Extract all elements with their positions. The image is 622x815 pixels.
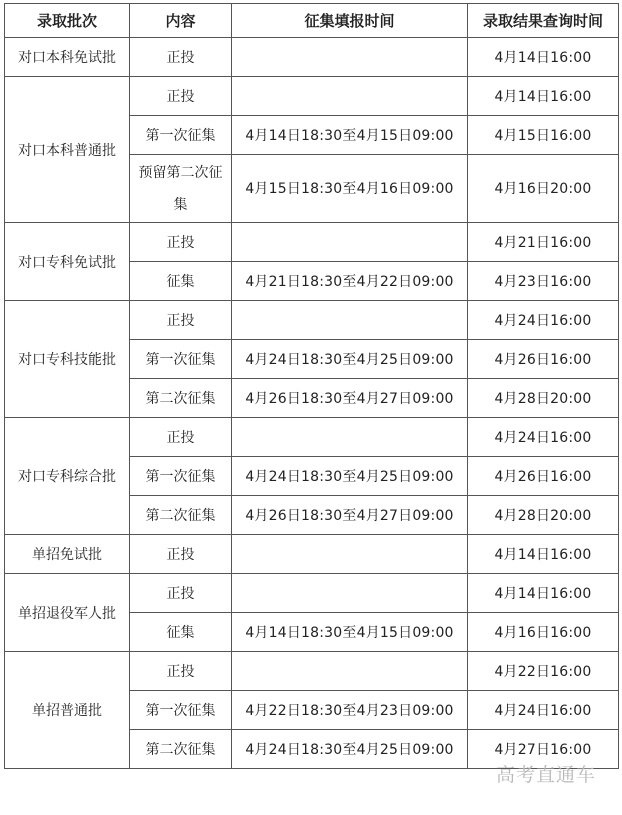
content-cell: 正投 [130, 223, 232, 262]
query-time-cell: 4月28日20:00 [468, 379, 619, 418]
query-time-cell: 4月27日16:00 [468, 730, 619, 769]
fill-time-cell [232, 652, 468, 691]
fill-time-cell: 4月14日18:30至4月15日09:00 [232, 116, 468, 155]
query-time-cell: 4月26日16:00 [468, 340, 619, 379]
header-row [5, 4, 619, 38]
batch-cell: 单招退役军人批 [5, 574, 130, 652]
table-row [5, 574, 619, 613]
fill-time-cell: 4月15日18:30至4月16日09:00 [232, 155, 468, 223]
query-time-cell: 4月22日16:00 [468, 652, 619, 691]
header-content: 内容 [130, 4, 232, 38]
fill-time-cell: 4月24日18:30至4月25日09:00 [232, 730, 468, 769]
fill-time-cell [232, 574, 468, 613]
table-row [5, 535, 619, 574]
content-cell: 第二次征集 [130, 496, 232, 535]
admission-schedule-table [4, 3, 619, 769]
table-row [5, 38, 619, 77]
content-cell: 第一次征集 [130, 691, 232, 730]
content-cell: 正投 [130, 418, 232, 457]
content-cell: 正投 [130, 38, 232, 77]
content-cell: 正投 [130, 574, 232, 613]
fill-time-cell: 4月14日18:30至4月15日09:00 [232, 613, 468, 652]
content-cell: 第一次征集 [130, 457, 232, 496]
content-cell: 第一次征集 [130, 116, 232, 155]
query-time-cell: 4月14日16:00 [468, 574, 619, 613]
content-cell: 第二次征集 [130, 730, 232, 769]
content-cell: 正投 [130, 652, 232, 691]
query-time-cell: 4月21日16:00 [468, 223, 619, 262]
table-row [5, 652, 619, 691]
table-row [5, 301, 619, 340]
fill-time-cell: 4月22日18:30至4月23日09:00 [232, 691, 468, 730]
fill-time-cell: 4月24日18:30至4月25日09:00 [232, 457, 468, 496]
fill-time-cell: 4月26日18:30至4月27日09:00 [232, 496, 468, 535]
fill-time-cell: 4月21日18:30至4月22日09:00 [232, 262, 468, 301]
fill-time-cell [232, 38, 468, 77]
query-time-cell: 4月26日16:00 [468, 457, 619, 496]
fill-time-cell [232, 223, 468, 262]
fill-time-cell [232, 301, 468, 340]
query-time-cell: 4月15日16:00 [468, 116, 619, 155]
content-cell: 预留第二次征集 [130, 155, 232, 223]
query-time-cell: 4月14日16:00 [468, 77, 619, 116]
query-time-cell: 4月24日16:00 [468, 691, 619, 730]
batch-cell: 对口本科普通批 [5, 77, 130, 223]
batch-cell: 对口本科免试批 [5, 38, 130, 77]
fill-time-cell [232, 418, 468, 457]
table-row [5, 77, 619, 116]
content-cell: 第二次征集 [130, 379, 232, 418]
query-time-cell: 4月23日16:00 [468, 262, 619, 301]
table-body [5, 38, 619, 769]
header-batch: 录取批次 [5, 4, 130, 38]
batch-cell: 单招免试批 [5, 535, 130, 574]
table-row [5, 223, 619, 262]
content-cell: 正投 [130, 535, 232, 574]
watermark-text: 高考直通车 [495, 764, 596, 786]
batch-cell: 单招普通批 [5, 652, 130, 769]
fill-time-cell: 4月24日18:30至4月25日09:00 [232, 340, 468, 379]
table-row [5, 418, 619, 457]
header-fill-time: 征集填报时间 [232, 4, 468, 38]
batch-cell: 对口专科技能批 [5, 301, 130, 418]
content-cell: 征集 [130, 613, 232, 652]
batch-cell: 对口专科综合批 [5, 418, 130, 535]
query-time-cell: 4月16日20:00 [468, 155, 619, 223]
query-time-cell: 4月16日16:00 [468, 613, 619, 652]
content-cell: 第一次征集 [130, 340, 232, 379]
query-time-cell: 4月14日16:00 [468, 38, 619, 77]
fill-time-cell [232, 535, 468, 574]
query-time-cell: 4月24日16:00 [468, 418, 619, 457]
query-time-cell: 4月14日16:00 [468, 535, 619, 574]
header-query-time: 录取结果查询时间 [468, 4, 619, 38]
query-time-cell: 4月28日20:00 [468, 496, 619, 535]
batch-cell: 对口专科免试批 [5, 223, 130, 301]
content-cell: 征集 [130, 262, 232, 301]
content-cell: 正投 [130, 301, 232, 340]
content-cell: 正投 [130, 77, 232, 116]
fill-time-cell: 4月26日18:30至4月27日09:00 [232, 379, 468, 418]
fill-time-cell [232, 77, 468, 116]
table-header [5, 4, 619, 38]
query-time-cell: 4月24日16:00 [468, 301, 619, 340]
